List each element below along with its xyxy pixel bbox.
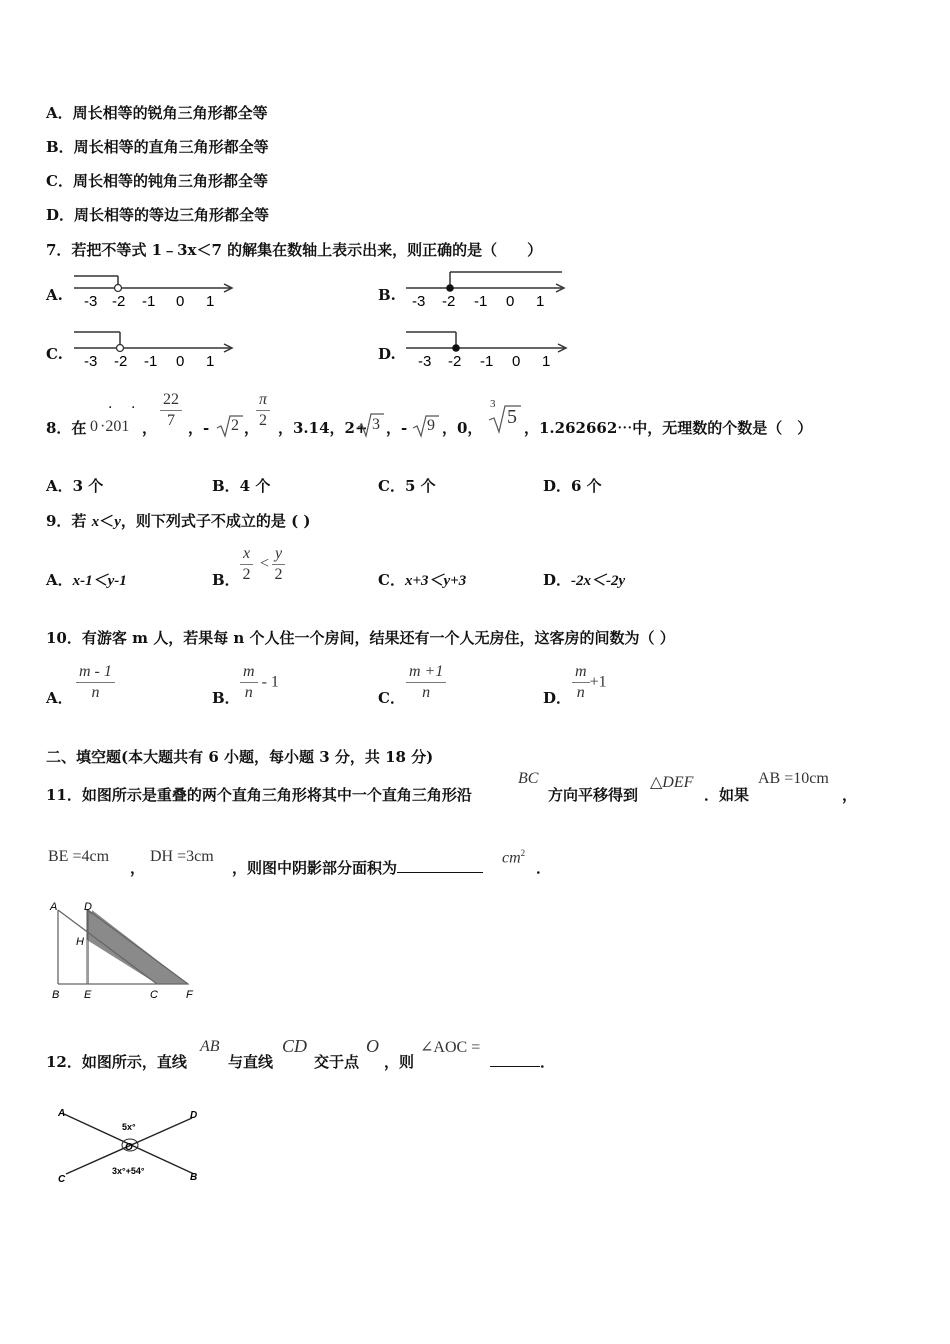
tick-label: 1 <box>206 353 215 370</box>
q12-text-1: 12．如图所示，直线 <box>46 1053 187 1071</box>
answer-blank[interactable] <box>490 1066 540 1067</box>
tick-label: -1 <box>480 353 494 370</box>
tick-label: 1 <box>206 293 215 310</box>
numerator: m - 1 <box>76 662 115 683</box>
point-label: C <box>150 989 158 1001</box>
q8-repeating-decimal-int: 0 <box>90 418 98 435</box>
q10-option-a-fraction <box>76 662 115 703</box>
var-y: y <box>114 514 121 530</box>
q12-text-3: 交于点 <box>314 1053 360 1071</box>
q8-option-c: C．5 个 <box>378 477 436 495</box>
point-label: F <box>186 989 193 1001</box>
denominator: 7 <box>167 412 175 429</box>
q6-option-a: A．周长相等的锐角三角形都全等 <box>46 104 268 122</box>
denominator: 2 <box>259 412 267 429</box>
q12-cd: CD <box>282 1036 308 1056</box>
q7-option-b-label: B. <box>378 286 396 304</box>
q9-option-c <box>378 569 466 590</box>
fraction <box>572 662 590 703</box>
q8-repeating-decimal: ·201 <box>100 418 130 435</box>
sqrt-icon <box>357 412 385 438</box>
q8-option-a: A．3 个 <box>46 477 104 495</box>
numerator: m +1 <box>406 662 446 683</box>
q9-option-b-label: B． <box>212 571 240 589</box>
point-label: B <box>52 989 60 1001</box>
radicand: 5 <box>507 406 517 428</box>
fraction-y-2 <box>272 544 285 585</box>
tick-label: -2 <box>112 293 126 310</box>
q8-text: ，1.262662⋯中，无理数的个数是（ ） <box>524 419 813 437</box>
denominator: n <box>422 684 431 701</box>
q6-option-b: B．周长相等的直角三角形都全等 <box>46 138 269 156</box>
q8-fraction-pi-2 <box>256 390 270 431</box>
tick-label: -3 <box>84 353 98 370</box>
point-label: C <box>58 1174 66 1185</box>
q10-option-d-label: D． <box>543 689 572 707</box>
q11-text-1: 11．如图所示是重叠的两个直角三角形将其中一个直角三角形沿 <box>46 786 472 804</box>
q10-option-c-fraction <box>406 662 446 703</box>
tick-label: 0 <box>176 353 185 370</box>
q8-text: ，- <box>386 419 408 437</box>
q12-ab: AB <box>200 1038 220 1055</box>
q11-def: △DEF <box>650 774 694 791</box>
tick-label: 0 <box>176 293 185 310</box>
denominator: n <box>91 684 100 701</box>
q11-figure <box>46 898 206 1004</box>
sqrt-icon <box>216 414 244 438</box>
q12-text-4: ，则 <box>384 1053 415 1071</box>
q10-stem: 10．有游客 m 人，若果每 n 个人住一个房间，结果还有一个人无房住，这客房的间数为（ ） <box>46 629 675 647</box>
answer-blank[interactable] <box>397 872 483 873</box>
q10-option-c-label: C． <box>378 689 405 707</box>
q11-ab: AB =10cm <box>758 770 829 787</box>
section-2-heading: 二、填空题(本大题共有 6 小题，每小题 3 分，共 18 分) <box>46 748 434 766</box>
q7-option-d-label: D. <box>378 345 396 363</box>
q8-prefix: 8．在 <box>46 419 87 437</box>
denominator: 2 <box>242 566 251 583</box>
repeat-dot-icon: · <box>108 400 113 416</box>
q7-option-c-label: C. <box>46 345 63 363</box>
denominator: n <box>244 684 253 701</box>
less-than: < <box>260 555 270 572</box>
radicand: 3 <box>372 416 380 433</box>
q12-text-2: 与直线 <box>228 1053 274 1071</box>
numerator: 22 <box>160 390 182 411</box>
tick-label: -3 <box>418 353 432 370</box>
q7-option-a-label: A. <box>46 286 63 304</box>
closed-dot-icon <box>446 284 454 292</box>
q12-angle: ∠AOC = <box>420 1039 481 1056</box>
q7-number-line-a <box>70 270 240 312</box>
q6-option-c: C．周长相等的钝角三角形都全等 <box>46 172 268 190</box>
q7-number-line-b <box>402 268 572 312</box>
q11-be: BE =4cm <box>48 848 110 865</box>
q10-option-b-label: B． <box>212 689 240 707</box>
q8-neg: ，- <box>188 419 210 437</box>
sqrt-icon <box>412 414 440 438</box>
point-label: H <box>76 936 84 948</box>
option-label: D． <box>543 571 572 589</box>
q9-stem <box>46 510 311 531</box>
q8-sep: ， <box>244 419 260 437</box>
q8-option-d: D．6 个 <box>543 477 602 495</box>
tail: - 1 <box>257 673 279 691</box>
root-index: 3 <box>490 398 496 410</box>
point-label: D <box>190 1110 198 1121</box>
q8-text: ，0， <box>442 419 483 437</box>
tick-label: 1 <box>542 353 551 370</box>
option-label: A． <box>46 571 73 589</box>
q12-o: O <box>366 1036 379 1056</box>
q12-figure <box>54 1104 214 1186</box>
q9-option-d <box>543 569 625 590</box>
q12-answer <box>490 1051 555 1072</box>
q11-text-2: 方向平移得到 <box>548 786 639 804</box>
point-label: B <box>190 1172 198 1183</box>
option-label: C． <box>378 571 405 589</box>
q11-bc: BC <box>518 770 539 787</box>
numerator: x <box>240 544 253 565</box>
denominator: 2 <box>274 566 283 583</box>
point-label: O <box>125 1142 133 1153</box>
tick-label: -2 <box>114 353 128 370</box>
point-label: A <box>58 1108 66 1119</box>
q10-option-d-expr <box>572 662 607 703</box>
tick-label: 0 <box>506 293 515 310</box>
tick-label: -2 <box>442 293 456 310</box>
radicand: 9 <box>427 417 435 434</box>
q11-dh: DH =3cm <box>150 848 214 865</box>
q7-number-line-d <box>402 326 574 372</box>
angle-label-top: 5x° <box>122 1122 136 1132</box>
option-expr: x+3＜y+3 <box>404 573 467 589</box>
q11-text-5: ， <box>130 859 146 877</box>
q8-option-b: B．4 个 <box>212 477 271 495</box>
q9-option-b-expr <box>240 544 300 590</box>
q9-lt: ＜ <box>99 512 115 530</box>
option-expr: x-1＜y-1 <box>72 573 127 589</box>
q6-option-d: D．周长相等的等边三角形都全等 <box>46 206 270 224</box>
fraction-x-2 <box>240 544 253 585</box>
tick-label: -2 <box>448 353 462 370</box>
q8-text: ，3.14，2+ <box>278 419 368 437</box>
tick-label: -1 <box>142 293 156 310</box>
q8-sep: ， <box>142 419 158 437</box>
point-label: E <box>84 989 92 1001</box>
q9-text: ，则下列式子不成立的是 ( ) <box>120 512 311 530</box>
point-label: A <box>50 901 58 913</box>
q7-stem: 7．若把不等式 1﹣3x＜7 的解集在数轴上表示出来，则正确的是（ ） <box>46 241 543 259</box>
tick-label: -3 <box>412 293 426 310</box>
open-dot-icon <box>115 285 122 292</box>
q12-text: ． <box>540 1053 556 1071</box>
q11-text-3: ．如果 <box>704 786 750 804</box>
numerator: y <box>272 544 285 565</box>
denominator: n <box>576 684 585 701</box>
tick-label: 0 <box>512 353 521 370</box>
unit-cm: cm <box>502 849 521 867</box>
closed-dot-icon <box>452 344 460 352</box>
q7-number-line-c <box>70 326 240 372</box>
q10-option-b-expr <box>240 662 279 703</box>
tick-label: -1 <box>144 353 158 370</box>
angle-label-bottom: 3x°+54° <box>112 1166 145 1176</box>
tick-label: -3 <box>84 293 98 310</box>
numerator: m <box>240 662 258 683</box>
q10-option-a-label: A． <box>46 689 73 707</box>
q9-text: 9．若 <box>46 512 92 530</box>
numerator: π <box>256 390 270 411</box>
open-dot-icon <box>117 345 124 352</box>
q11-text-7: ． <box>536 859 552 877</box>
tail: +1 <box>589 673 607 691</box>
q11-text: ，则图中阴影部分面积为 <box>232 859 398 877</box>
radicand: 2 <box>231 417 239 434</box>
q11-unit <box>502 848 525 867</box>
repeat-dot-icon: · <box>131 400 136 416</box>
fraction <box>240 662 258 703</box>
numerator: m <box>572 662 590 683</box>
q11-text-6 <box>232 857 483 878</box>
var-x: x <box>91 514 100 530</box>
q8-fraction-22-7 <box>160 390 182 431</box>
q11-text-4: ， <box>842 786 858 804</box>
tick-label: 1 <box>536 293 545 310</box>
tick-label: -1 <box>474 293 488 310</box>
point-label: D <box>84 901 92 913</box>
q9-option-a <box>46 569 127 590</box>
option-expr: -2x＜-2y <box>571 573 626 589</box>
unit-exponent: 2 <box>520 848 526 858</box>
